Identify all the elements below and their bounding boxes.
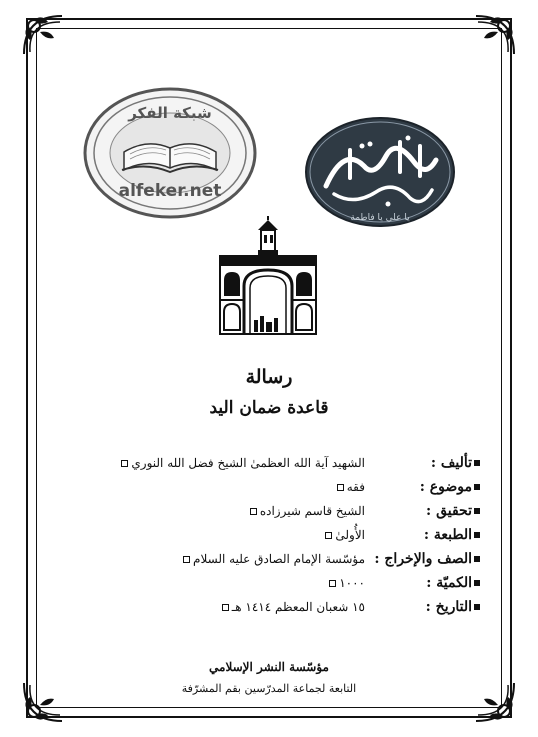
info-row xyxy=(66,479,480,501)
ali-fatima-calligraphy xyxy=(304,116,456,228)
field-value: الأُولىٰ xyxy=(335,528,365,542)
info-row xyxy=(66,503,480,525)
field-label: تحقيق : xyxy=(426,503,472,519)
box-icon xyxy=(222,604,229,611)
bullet-icon xyxy=(474,532,480,538)
field-label: الكميّة : xyxy=(426,575,472,591)
publisher-name: مؤسّسة النشر الإسلامي xyxy=(209,660,329,674)
info-row xyxy=(66,455,480,477)
bullet-icon xyxy=(474,460,480,466)
field-value: ١٥ شعبان المعظم ١٤١٤ هـ xyxy=(231,600,365,614)
info-row xyxy=(66,599,480,621)
field-label: الصف والإخراج : xyxy=(374,551,472,567)
field-value: الشهيد آية الله العظمىٰ الشيخ فضل الله النوري xyxy=(131,456,365,470)
ali-fatima-text: يا علي يا فاطمة xyxy=(350,213,410,223)
field-label: موضوع : xyxy=(419,479,472,495)
page-title: رسالة xyxy=(245,366,293,388)
field-label: تأليف : xyxy=(430,455,472,471)
box-icon xyxy=(121,460,128,467)
bullet-icon xyxy=(474,604,480,610)
page-subtitle: قاعدة ضمان اليد xyxy=(209,398,329,418)
corner-ornament-icon xyxy=(20,12,66,58)
field-value: فقه xyxy=(346,480,365,494)
alfeker-logo xyxy=(82,86,258,220)
field-label: الطبعة : xyxy=(423,527,472,543)
field-value: الشيخ قاسم شيرزاده xyxy=(259,504,365,518)
info-row xyxy=(66,551,480,573)
box-icon xyxy=(250,508,257,515)
bullet-icon xyxy=(474,580,480,586)
box-icon xyxy=(183,556,190,563)
field-label: التاريخ : xyxy=(425,599,472,615)
info-row xyxy=(66,575,480,597)
bullet-icon xyxy=(474,508,480,514)
building-icon xyxy=(214,216,322,336)
box-icon xyxy=(337,484,344,491)
publisher-subtitle: التابعة لجماعة المدرّسين بقم المشرّفة xyxy=(181,682,357,695)
field-value: مؤسّسة الإمام الصادق عليه السلام xyxy=(193,552,365,566)
field-value: ١٠٠٠ xyxy=(339,576,365,590)
corner-ornament-icon xyxy=(472,12,518,58)
info-row xyxy=(66,527,480,549)
alfeker-arabic-text: شبكة الفكر xyxy=(128,104,212,122)
bullet-icon xyxy=(474,556,480,562)
box-icon xyxy=(329,580,336,587)
box-icon xyxy=(325,532,332,539)
alfeker-latin-text: alfeker.net xyxy=(118,181,222,201)
bullet-icon xyxy=(474,484,480,490)
